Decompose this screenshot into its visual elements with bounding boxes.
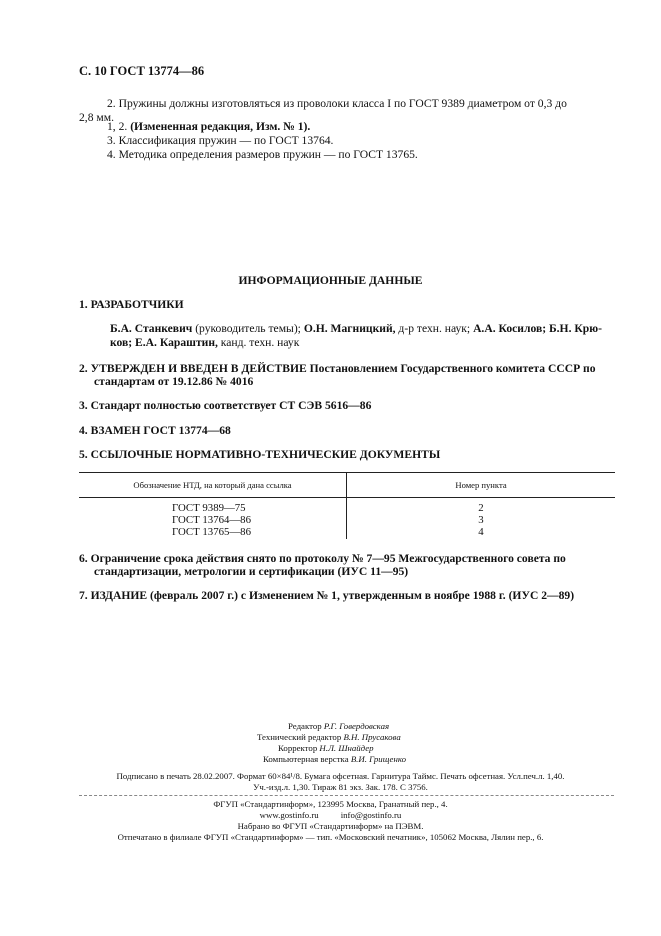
item-12-note: [107, 119, 310, 134]
dev-name-1: Б.А. Станкевич: [110, 322, 193, 335]
credit-layout: [263, 754, 406, 766]
item-12-prefix: 1, 2.: [107, 120, 131, 133]
section-2-line1: 2. УТВЕРЖДЕН И ВВЕДЕН В ДЕЙСТВИЕ Постановлением Государственного комитета СССР по: [79, 362, 596, 375]
imprint-line-5: Набрано во ФГУП «Стандартинформ» на ПЭВМ.: [237, 821, 424, 831]
credit-name: В.Н. Прусакова: [343, 732, 401, 742]
section-1-title: 1. РАЗРАБОТЧИКИ: [79, 298, 184, 311]
item-3: 3. Классификация пружин — по ГОСТ 13764.: [107, 134, 334, 147]
section-1-line2: [110, 335, 299, 350]
table-header-num: Номер пункта: [455, 480, 507, 490]
table-row-num: 2: [478, 502, 484, 514]
section-6-line1: 6. Ограничение срока действия снято по протоколу № 7—95 Межгосударственного совета по: [79, 552, 566, 565]
credit-tech-editor: [257, 732, 401, 744]
credit-name: Н.Л. Шнайдер: [319, 743, 374, 753]
page-header: С. 10 ГОСТ 13774—86: [79, 64, 205, 78]
dev-name-2: О.Н. Магницкий,: [303, 322, 396, 335]
imprint-line-1: Подписано в печать 28.02.2007. Формат 60×84¹/8. Бумага офсетная. Гарнитура Таймс. Печать офсетная. Усл.печ.л. 1,40.: [116, 771, 565, 781]
credit-corrector: [278, 743, 374, 755]
credit-name: В.И. Грищенко: [350, 754, 406, 764]
table-row-num: 3: [478, 514, 484, 526]
table-row-doc: ГОСТ 13765—86: [172, 526, 251, 538]
item-2-line1: 2. Пружины должны изготовляться из проволоки класса I по ГОСТ 9389 диаметром от 0,3 до: [107, 97, 567, 110]
item-2-line2: 2,8 мм.: [79, 111, 114, 124]
dev-role-4: канд. техн. наук: [217, 336, 300, 349]
table-row-doc: ГОСТ 13764—86: [172, 514, 251, 526]
credit-editor: [288, 721, 389, 733]
credit-label: Редактор: [288, 721, 324, 731]
imprint-line-3: ФГУП «Стандартинформ», 123995 Москва, Гранатный пер., 4.: [213, 799, 448, 809]
section-3: 3. Стандарт полностью соответствует СТ СЭВ 5616—86: [79, 399, 372, 412]
section-1-line1: [110, 321, 602, 336]
table-header-doc: Обозначение НТД, на который дана ссылка: [133, 480, 292, 490]
dev-name-3: А.А. Косилов; Б.Н. Крю-: [473, 322, 602, 335]
section-7: 7. ИЗДАНИЕ (февраль 2007 г.) с Изменением № 1, утвержденным в ноябре 1988 г. (ИУС 2—89): [79, 589, 575, 602]
section-4: 4. ВЗАМЕН ГОСТ 13774—68: [79, 424, 231, 437]
table-header-border: [79, 497, 615, 498]
section-5: 5. ССЫЛОЧНЫЕ НОРМАТИВНО-ТЕХНИЧЕСКИЕ ДОКУМЕНТЫ: [79, 448, 441, 461]
table-top-border: [79, 472, 615, 473]
table-row-num: 4: [478, 526, 484, 538]
table-row-doc: ГОСТ 9389—75: [172, 502, 246, 514]
credit-label: Корректор: [278, 743, 320, 753]
info-title: ИНФОРМАЦИОННЫЕ ДАННЫЕ: [238, 274, 423, 287]
dev-role-2: д-р техн. наук;: [395, 322, 474, 335]
dev-name-4: ков; Е.А. Караштин,: [110, 336, 218, 349]
imprint-line-4: www.gostinfo.ru info@gostinfo.ru: [259, 810, 402, 820]
imprint-line-6: Отпечатано в филиале ФГУП «Стандартинформ» — тип. «Московский печатник», 105062 Москва, Лялин пер., 6.: [117, 832, 544, 842]
credit-label: Технический редактор: [257, 732, 344, 742]
section-2-line2: стандартам от 19.12.86 № 4016: [94, 375, 254, 388]
dev-role-1: (руководитель темы);: [192, 322, 304, 335]
credit-name: Р.Г. Говердовская: [323, 721, 390, 731]
credit-label: Компьютерная верстка: [263, 754, 351, 764]
item-4: 4. Методика определения размеров пружин — по ГОСТ 13765.: [107, 148, 418, 161]
imprint-divider: [79, 795, 614, 796]
section-6-line2: стандартизации, метрологии и сертификации (ИУС 11—95): [94, 565, 409, 578]
imprint-line-2: Уч.-изд.л. 1,30. Тираж 81 экз. Зак. 178. С 3756.: [253, 782, 428, 792]
item-12-bold: (Измененная редакция, Изм. № 1).: [130, 120, 311, 133]
